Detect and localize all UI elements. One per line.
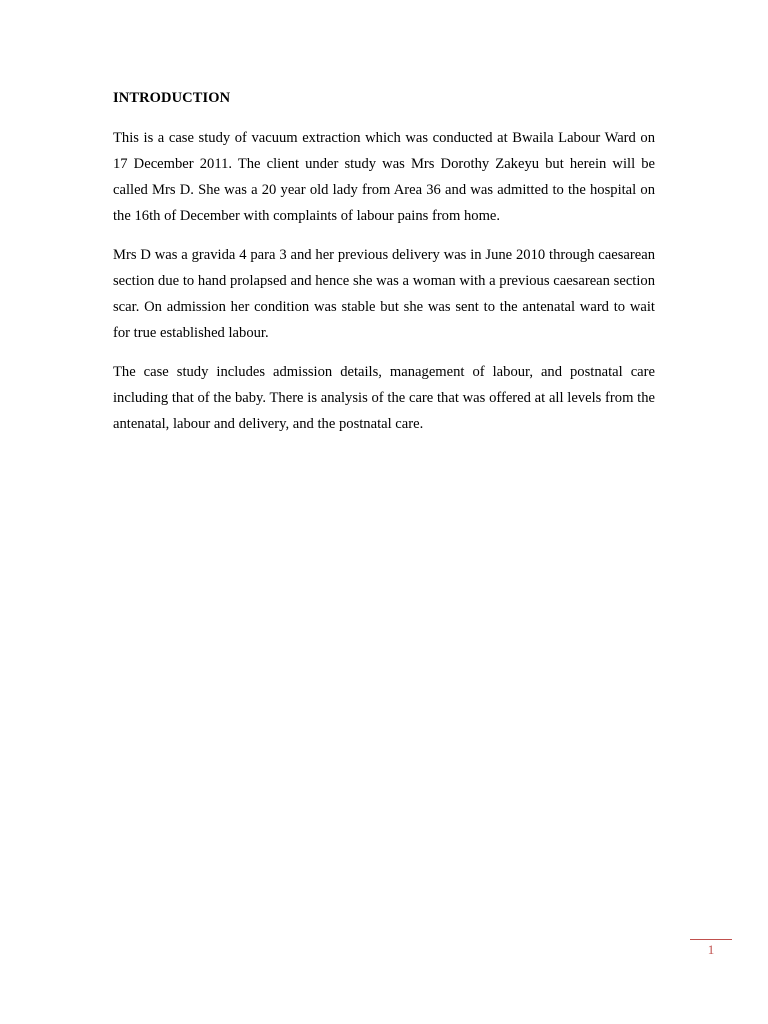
footer-rule	[690, 939, 732, 940]
paragraph-1: This is a case study of vacuum extraction which was conducted at Bwaila Labour Ward on 17 December 2011. The client under study was Mrs Dorothy Zakeyu but herein will be called Mrs D. She was a 20 year old lady from Area 36 and was admitted to the hospital on the 16th of December with complaints of labour pains from home.	[113, 130, 655, 224]
page-content	[113, 88, 655, 450]
page-number: 1	[707, 942, 715, 957]
paragraph-3: The case study includes admission details, management of labour, and postnatal care including that of the baby. There is analysis of the care that was offered at all levels from the antenatal, labour and delivery, and the postnatal care.	[113, 364, 655, 432]
paragraph-2: Mrs D was a gravida 4 para 3 and her previous delivery was in June 2010 through caesarean section due to hand prolapsed and hence she was a woman with a previous caesarean section scar. On admission her condition was stable but she was sent to the antenatal ward to wait for true established labour.	[113, 247, 655, 341]
section-heading: INTRODUCTION	[113, 90, 231, 106]
